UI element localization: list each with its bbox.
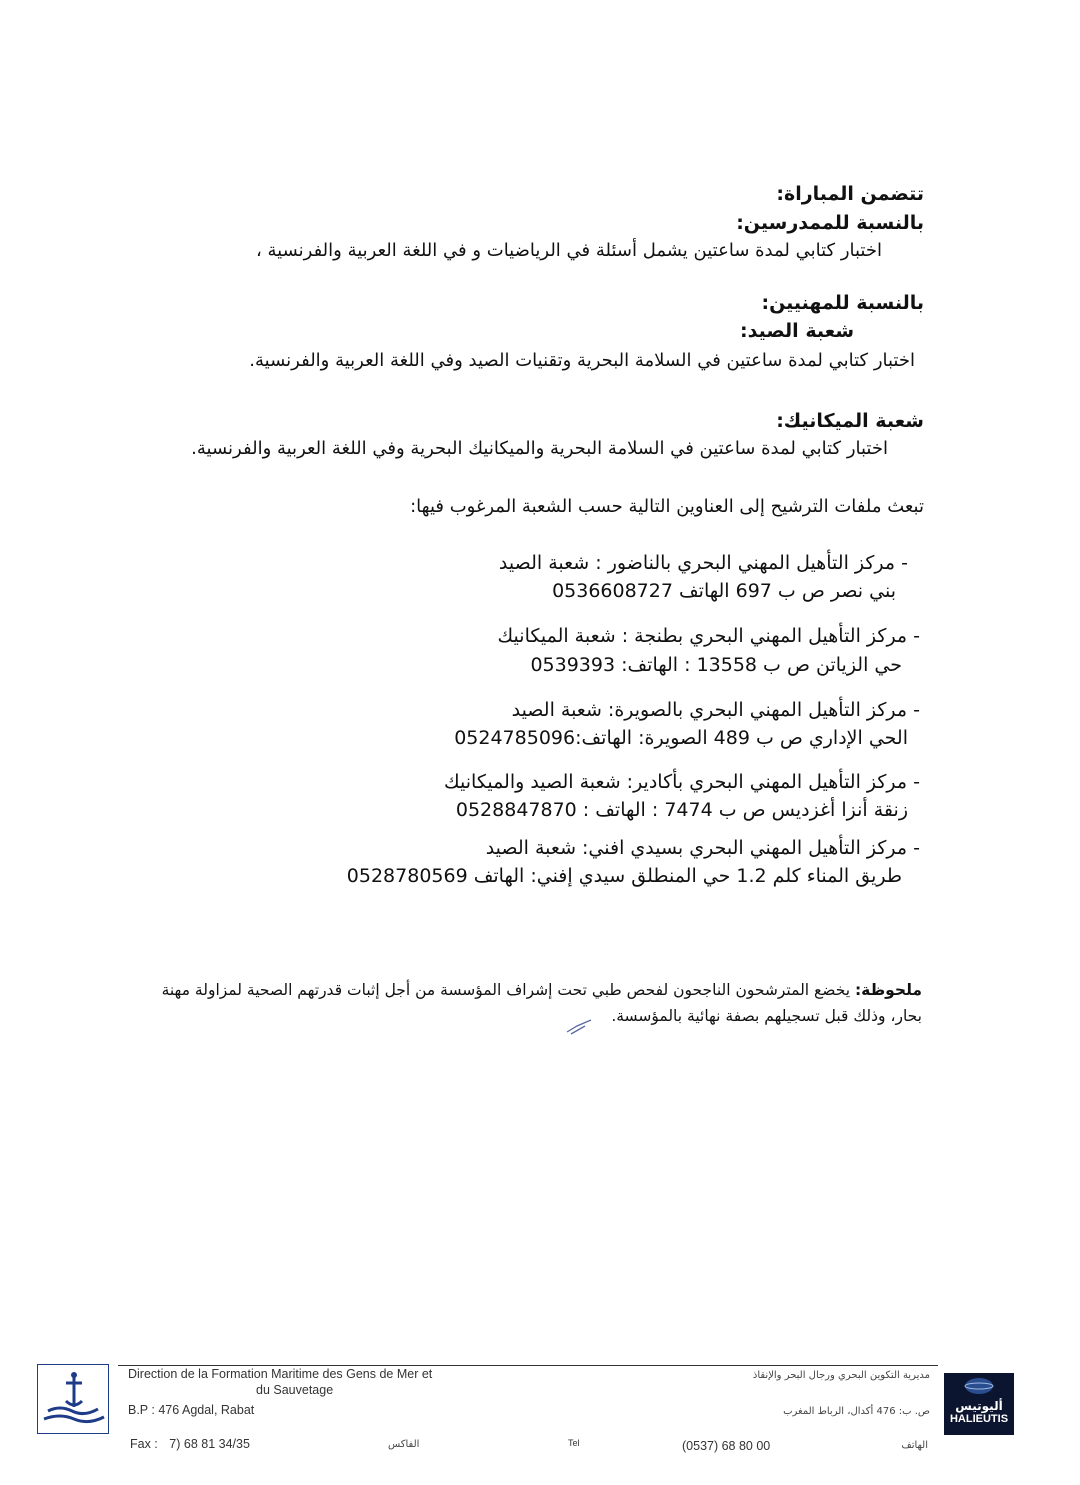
ministry-logo [37,1364,109,1434]
address-name: - مركز التأهيل المهني البحري بالصويرة: شعبة الصيد [511,699,920,721]
footer-address-fr: B.P : 476 Agdal, Rabat [128,1403,255,1417]
halieutis-logo [944,1373,1014,1435]
section-heading: تتضمن المباراة: [776,183,924,205]
logo-text-fr: HALIEUTIS [949,1413,1009,1425]
signature-mark [565,1018,595,1038]
footer-fax [130,1437,250,1451]
footer-rule [118,1365,938,1366]
address-details: طريق المناء كلم 1.2 حي المنطلق سيدي إفني: الهاتف 0528780569 [346,865,902,887]
teachers-text: اختبار كتابي لمدة ساعتين يشمل أسئلة في الرياضيات و في اللغة العربية والفرنسية ، [255,240,882,261]
mechanics-heading: شعبة الميكانيك: [776,410,924,432]
mechanics-text: اختبار كتابي لمدة ساعتين في السلامة البحرية والميكانيك البحرية وفي اللغة العربية والفرنسية. [191,438,888,459]
globe-icon [964,1377,994,1395]
tel-label-ar: الهاتف [901,1440,928,1451]
address-name: - مركز التأهيل المهني البحري بطنجة : شعبة الميكانيك [497,625,920,647]
address-details: زنقة أنزا أغزديس ص ب 7474 : الهاتف : 0528847870 [455,799,908,821]
fishing-text: اختبار كتابي لمدة ساعتين في السلامة البحرية وتقنيات الصيد وفي اللغة العربية والفرنسية. [249,350,915,371]
fax-label: Fax : [130,1437,158,1451]
tel-number: (0537) 68 80 00 [682,1439,771,1453]
footer-direction-ar: مديرية التكوين البحري ورجال البحر والإنقاذ [752,1370,930,1381]
tel-label: Tel [568,1438,580,1448]
footer-direction-fr-1: Direction de la Formation Maritime des Gens de Mer et [128,1367,433,1381]
address-name: - مركز التأهيل المهني البحري بأكادير: شعبة الصيد والميكانيك [444,771,920,793]
note-line-1: يخضع المترشحون الناجحون لفحص طبي تحت إشراف المؤسسة من أجل إثبات قدرتهم الصحية لمزاولة مهنة [161,981,851,999]
address-details: الحي الإداري ص ب 489 الصويرة: الهاتف:0524785096 [454,727,908,749]
professionals-heading: بالنسبة للمهنيين: [761,292,924,314]
fax-number: 7) 68 81 34/35 [169,1437,250,1451]
footer-direction-fr-2: du Sauvetage [256,1383,334,1397]
note-line-2: بحار، وذلك قبل تسجيلهم بصفة نهائية بالمؤسسة. [611,1007,922,1025]
send-intro: تبعث ملفات الترشيح إلى العناوين التالية حسب الشعبة المرغوب فيها: [410,496,924,517]
address-details: حي الزياتن ص ب 13558 : الهاتف: 0539393 [530,654,902,676]
note-label: ملحوظة: [854,981,922,999]
fax-label-ar: الفاكس [388,1439,420,1450]
fishing-heading: شعبة الصيد: [740,320,854,342]
note [102,977,922,1029]
footer-address-ar: ص. ب: 476 أكدال، الرباط المغرب [783,1406,930,1417]
logo-text-ar: أليوتيس [955,1399,1003,1413]
address-name: - مركز التأهيل المهني البحري بالناضور : شعبة الصيد [498,552,908,574]
address-name: - مركز التأهيل المهني البحري بسيدي افني: شعبة الصيد [485,837,920,859]
anchor-wave-icon [38,1365,108,1433]
teachers-heading: بالنسبة للممدرسين: [736,212,924,234]
address-details: بني نصر ص ب 697 الهاتف 0536608727 [552,580,896,602]
